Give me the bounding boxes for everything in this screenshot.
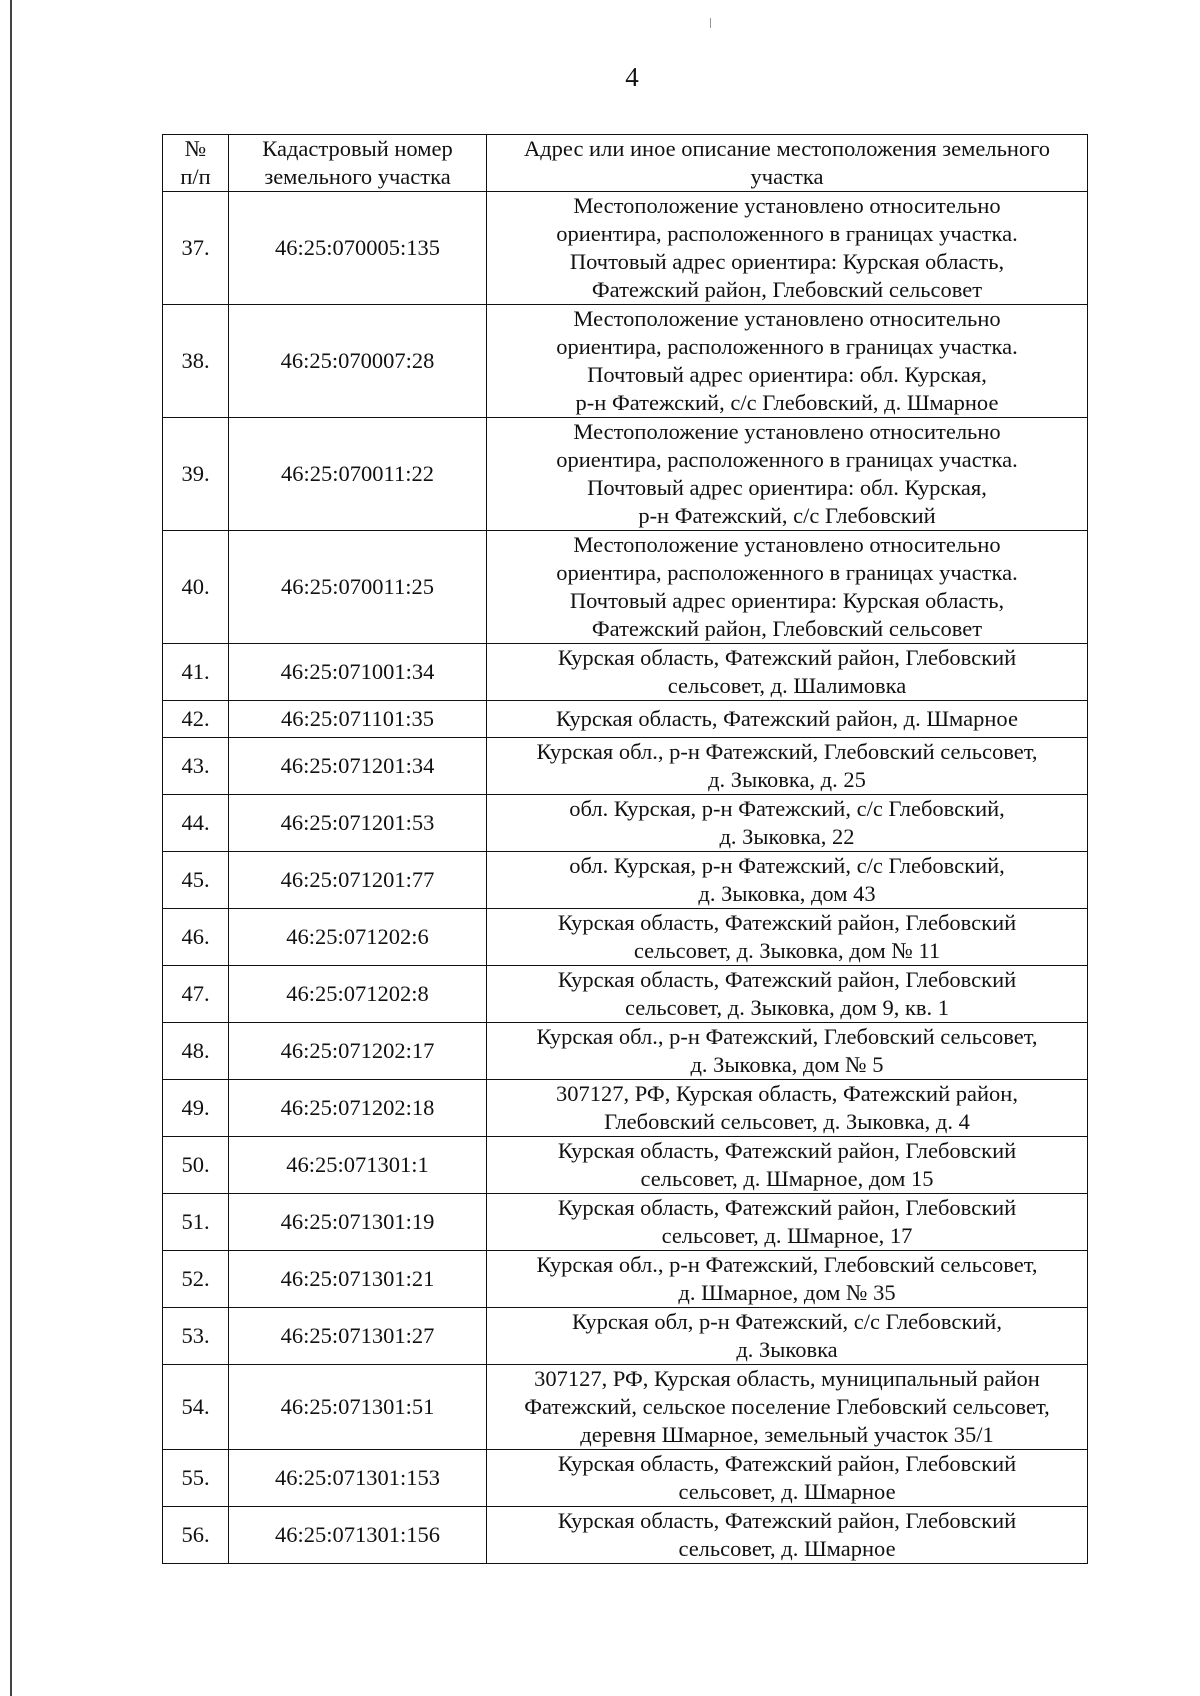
row-address: Курская область, Фатежский район, Глебовский сельсовет, д. Шмарное — [487, 1450, 1088, 1507]
table-row — [163, 1308, 1088, 1365]
scan-left-edge — [10, 0, 12, 1696]
row-num: 45. — [163, 852, 229, 909]
row-num: 42. — [163, 701, 229, 738]
row-cadastral: 46:25:071301:19 — [229, 1194, 487, 1251]
table-row — [163, 192, 1088, 305]
row-address: Курская обл., р-н Фатежский, Глебовский сельсовет, д. Зыковка, дом № 5 — [487, 1023, 1088, 1080]
table-row — [163, 1194, 1088, 1251]
table-row — [163, 966, 1088, 1023]
row-num: 50. — [163, 1137, 229, 1194]
row-cadastral: 46:25:071201:77 — [229, 852, 487, 909]
row-num: 38. — [163, 305, 229, 418]
row-num: 47. — [163, 966, 229, 1023]
row-address: Местоположение установлено относительно ориентира, расположенного в границах участка. Почтовый адрес ориентира: Курская область, Фатежский район, Глебовский сельсовет — [487, 192, 1088, 305]
table-row — [163, 305, 1088, 418]
row-cadastral: 46:25:071301:153 — [229, 1450, 487, 1507]
row-num: 53. — [163, 1308, 229, 1365]
page-number: 4 — [625, 62, 639, 92]
row-cadastral: 46:25:070007:28 — [229, 305, 487, 418]
table-row — [163, 418, 1088, 531]
row-cadastral: 46:25:071202:18 — [229, 1080, 487, 1137]
table-row — [163, 1023, 1088, 1080]
row-num: 48. — [163, 1023, 229, 1080]
row-address: Местоположение установлено относительно ориентира, расположенного в границах участка. Почтовый адрес ориентира: обл. Курская, р-н Фатежский, с/с Глебовский — [487, 418, 1088, 531]
row-num: 39. — [163, 418, 229, 531]
row-cadastral: 46:25:071202:6 — [229, 909, 487, 966]
row-address: Курская область, Фатежский район, Глебовский сельсовет, д. Шмарное, дом 15 — [487, 1137, 1088, 1194]
header-address: Адрес или иное описание местоположения земельного участка — [487, 135, 1088, 192]
row-address: Курская обл, р-н Фатежский, с/с Глебовский, д. Зыковка — [487, 1308, 1088, 1365]
row-num: 44. — [163, 795, 229, 852]
row-address: Курская обл., р-н Фатежский, Глебовский сельсовет, д. Зыковка, д. 25 — [487, 738, 1088, 795]
row-num: 51. — [163, 1194, 229, 1251]
row-address: обл. Курская, р-н Фатежский, с/с Глебовский, д. Зыковка, дом 43 — [487, 852, 1088, 909]
row-address: 307127, РФ, Курская область, муниципальный район Фатежский, сельское поселение Глебовский сельсовет, деревня Шмарное, земельный участок 35/1 — [487, 1365, 1088, 1450]
table-row — [163, 701, 1088, 738]
row-cadastral: 46:25:071202:17 — [229, 1023, 487, 1080]
table-row — [163, 795, 1088, 852]
table-row — [163, 1080, 1088, 1137]
scan-mark — [710, 18, 711, 28]
row-num: 41. — [163, 644, 229, 701]
header-num: № п/п — [163, 135, 229, 192]
table-row — [163, 1137, 1088, 1194]
row-num: 49. — [163, 1080, 229, 1137]
table-row — [163, 1365, 1088, 1450]
table-row — [163, 531, 1088, 644]
row-num: 37. — [163, 192, 229, 305]
row-cadastral: 46:25:071301:1 — [229, 1137, 487, 1194]
row-cadastral: 46:25:071201:53 — [229, 795, 487, 852]
row-address: Курская область, Фатежский район, Глебовский сельсовет, д. Зыковка, дом 9, кв. 1 — [487, 966, 1088, 1023]
row-cadastral: 46:25:070011:25 — [229, 531, 487, 644]
row-cadastral: 46:25:071101:35 — [229, 701, 487, 738]
row-address: Курская область, Фатежский район, Глебовский сельсовет, д. Шалимовка — [487, 644, 1088, 701]
row-address: Местоположение установлено относительно ориентира, расположенного в границах участка. Почтовый адрес ориентира: Курская область, Фатежский район, Глебовский сельсовет — [487, 531, 1088, 644]
row-cadastral: 46:25:070011:22 — [229, 418, 487, 531]
row-cadastral: 46:25:071301:27 — [229, 1308, 487, 1365]
table-header-row — [163, 135, 1088, 192]
row-cadastral: 46:25:070005:135 — [229, 192, 487, 305]
row-cadastral: 46:25:071301:156 — [229, 1507, 487, 1564]
row-address: обл. Курская, р-н Фатежский, с/с Глебовский, д. Зыковка, 22 — [487, 795, 1088, 852]
row-address: Курская область, Фатежский район, Глебовский сельсовет, д. Шмарное, 17 — [487, 1194, 1088, 1251]
row-cadastral: 46:25:071301:51 — [229, 1365, 487, 1450]
row-num: 55. — [163, 1450, 229, 1507]
row-num: 46. — [163, 909, 229, 966]
table-row — [163, 1251, 1088, 1308]
row-num: 54. — [163, 1365, 229, 1450]
table-row — [163, 738, 1088, 795]
row-cadastral: 46:25:071202:8 — [229, 966, 487, 1023]
row-address: Курская область, Фатежский район, Глебовский сельсовет, д. Зыковка, дом № 11 — [487, 909, 1088, 966]
row-address: 307127, РФ, Курская область, Фатежский район, Глебовский сельсовет, д. Зыковка, д. 4 — [487, 1080, 1088, 1137]
row-address: Местоположение установлено относительно ориентира, расположенного в границах участка. Почтовый адрес ориентира: обл. Курская, р-н Фатежский, с/с Глебовский, д. Шмарное — [487, 305, 1088, 418]
table-row — [163, 852, 1088, 909]
row-address: Курская область, Фатежский район, Глебовский сельсовет, д. Шмарное — [487, 1507, 1088, 1564]
table-row — [163, 909, 1088, 966]
row-address: Курская область, Фатежский район, д. Шмарное — [487, 701, 1088, 738]
row-cadastral: 46:25:071001:34 — [229, 644, 487, 701]
row-num: 56. — [163, 1507, 229, 1564]
table-row — [163, 1507, 1088, 1564]
header-cadastral: Кадастровый номер земельного участка — [229, 135, 487, 192]
land-plots-table — [162, 134, 1088, 1564]
row-address: Курская обл., р-н Фатежский, Глебовский сельсовет, д. Шмарное, дом № 35 — [487, 1251, 1088, 1308]
row-num: 43. — [163, 738, 229, 795]
row-cadastral: 46:25:071201:34 — [229, 738, 487, 795]
row-cadastral: 46:25:071301:21 — [229, 1251, 487, 1308]
row-num: 40. — [163, 531, 229, 644]
table-row — [163, 1450, 1088, 1507]
table-row — [163, 644, 1088, 701]
row-num: 52. — [163, 1251, 229, 1308]
